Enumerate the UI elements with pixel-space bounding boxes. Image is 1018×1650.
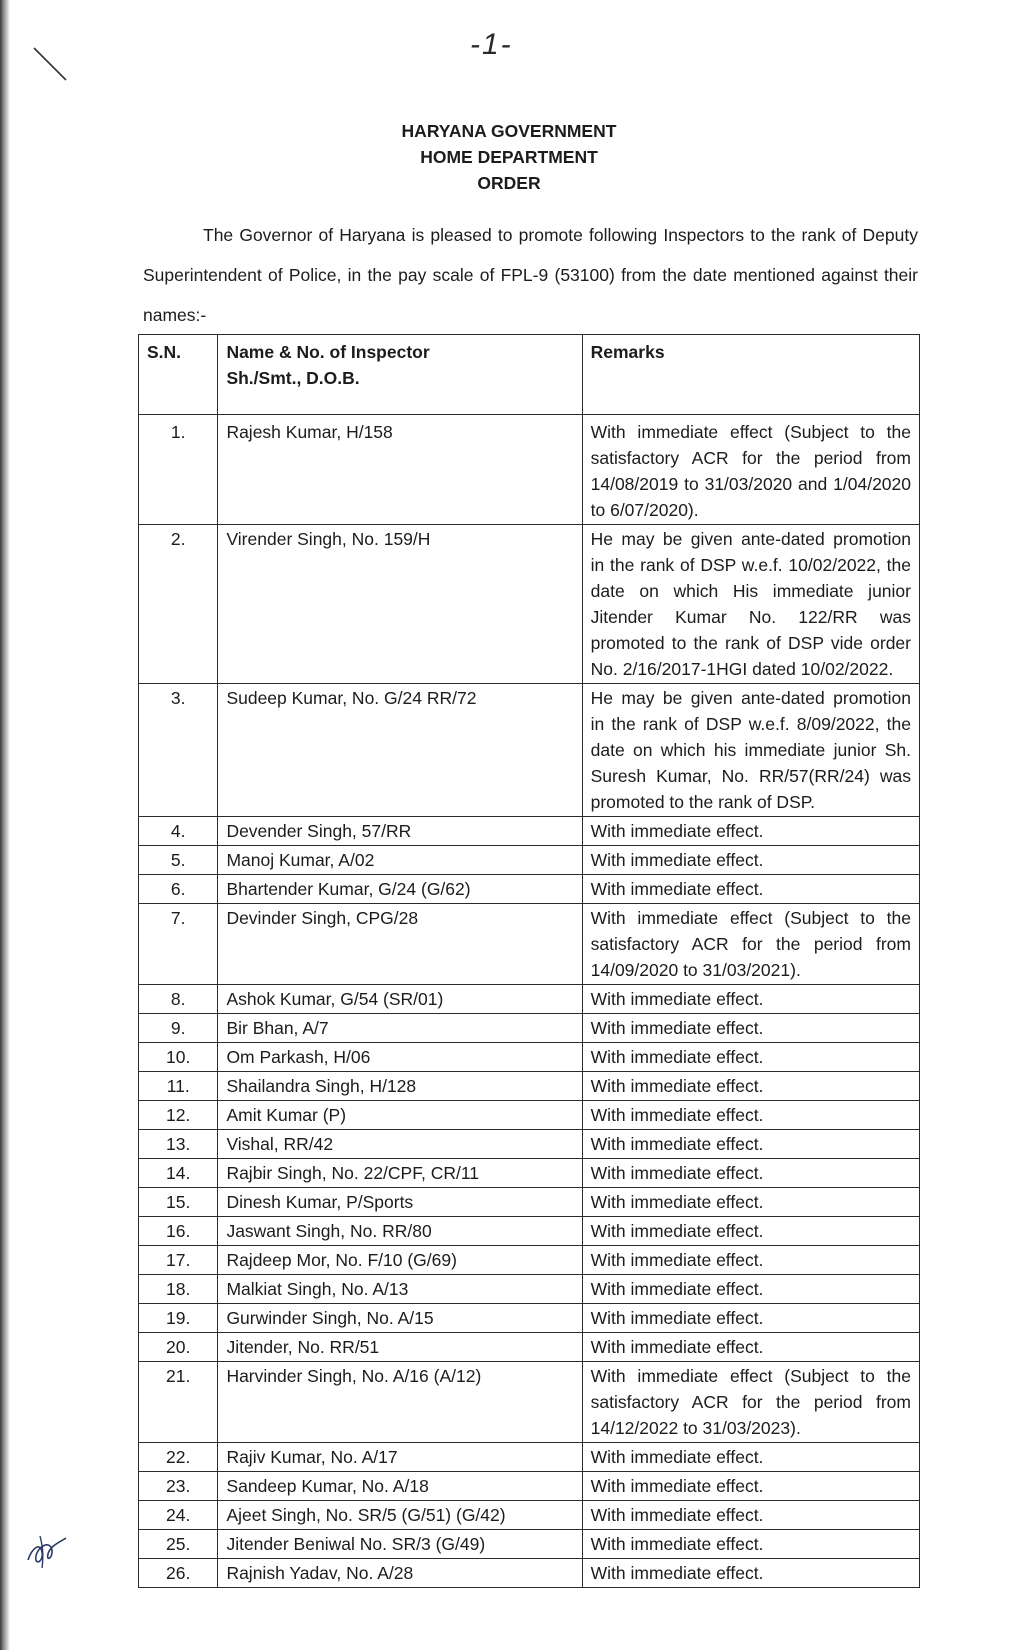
table-row [139, 904, 920, 985]
table-header-row [139, 335, 920, 415]
cell-name: Shailandra Singh, H/128 [218, 1072, 582, 1101]
cell-sn: 10. [139, 1043, 218, 1072]
intro-paragraph: The Governor of Haryana is pleased to promote following Inspectors to the rank of Deputy Superintendent of Police, in the pay scale of FPL-9 (53100) from the date mentioned against their names:- [143, 225, 918, 325]
handwritten-initials [22, 1530, 72, 1574]
order-intro [143, 215, 918, 335]
cell-name: Manoj Kumar, A/02 [218, 846, 582, 875]
cell-name: Ashok Kumar, G/54 (SR/01) [218, 985, 582, 1014]
cell-sn: 24. [139, 1501, 218, 1530]
cell-name: Devender Singh, 57/RR [218, 817, 582, 846]
cell-sn: 6. [139, 875, 218, 904]
cell-remarks: With immediate effect. [582, 1014, 919, 1043]
cell-sn: 18. [139, 1275, 218, 1304]
cell-sn: 3. [139, 684, 218, 817]
cell-name: Gurwinder Singh, No. A/15 [218, 1304, 582, 1333]
cell-name: Virender Singh, No. 159/H [218, 525, 582, 684]
table-row [139, 1530, 920, 1559]
cell-remarks: With immediate effect. [582, 1130, 919, 1159]
cell-name: Sandeep Kumar, No. A/18 [218, 1472, 582, 1501]
table-row [139, 875, 920, 904]
cell-remarks: With immediate effect. [582, 1101, 919, 1130]
cell-remarks: With immediate effect. [582, 1217, 919, 1246]
table-row [139, 846, 920, 875]
cell-remarks: With immediate effect (Subject to the satisfactory ACR for the period from 14/12/2022 to 31/03/2023). [582, 1362, 919, 1443]
table-row [139, 1362, 920, 1443]
cell-name: Rajbir Singh, No. 22/CPF, CR/11 [218, 1159, 582, 1188]
cell-sn: 20. [139, 1333, 218, 1362]
cell-remarks: He may be given ante-dated promotion in the rank of DSP w.e.f. 8/09/2022, the date on which his immediate junior Sh. Suresh Kumar, No. RR/57(RR/24) was promoted to the rank of DSP. [582, 684, 919, 817]
table-row [139, 1443, 920, 1472]
table-row [139, 1246, 920, 1275]
table-row [139, 1014, 920, 1043]
col-header-remarks: Remarks [582, 335, 919, 415]
cell-name: Devinder Singh, CPG/28 [218, 904, 582, 985]
cell-name: Om Parkash, H/06 [218, 1043, 582, 1072]
cell-sn: 26. [139, 1559, 218, 1588]
table-row [139, 525, 920, 684]
col-header-name-line1: Name & No. of Inspector [226, 342, 430, 362]
cell-name: Rajdeep Mor, No. F/10 (G/69) [218, 1246, 582, 1275]
cell-name: Amit Kumar (P) [218, 1101, 582, 1130]
table-row [139, 1333, 920, 1362]
cell-remarks: With immediate effect (Subject to the satisfactory ACR for the period from 14/09/2020 to 31/03/2021). [582, 904, 919, 985]
cell-remarks: With immediate effect. [582, 1304, 919, 1333]
table-row [139, 1217, 920, 1246]
cell-remarks: With immediate effect. [582, 1159, 919, 1188]
cell-sn: 5. [139, 846, 218, 875]
table-row [139, 1501, 920, 1530]
col-header-sn: S.N. [139, 335, 218, 415]
cell-remarks: With immediate effect. [582, 1501, 919, 1530]
table-row [139, 684, 920, 817]
cell-sn: 25. [139, 1530, 218, 1559]
cell-remarks: With immediate effect. [582, 1559, 919, 1588]
cell-remarks: With immediate effect. [582, 1443, 919, 1472]
cell-sn: 14. [139, 1159, 218, 1188]
cell-name: Bir Bhan, A/7 [218, 1014, 582, 1043]
table-row [139, 1472, 920, 1501]
cell-remarks: With immediate effect. [582, 1275, 919, 1304]
cell-name: Sudeep Kumar, No. G/24 RR/72 [218, 684, 582, 817]
cell-sn: 15. [139, 1188, 218, 1217]
cell-name: Rajesh Kumar, H/158 [218, 415, 582, 525]
table-row [139, 415, 920, 525]
col-header-name-line2: Sh./Smt., D.O.B. [226, 368, 360, 388]
table-row [139, 1188, 920, 1217]
cell-remarks: With immediate effect. [582, 1188, 919, 1217]
cell-name: Bhartender Kumar, G/24 (G/62) [218, 875, 582, 904]
cell-sn: 4. [139, 817, 218, 846]
table-row [139, 1072, 920, 1101]
cell-remarks: With immediate effect. [582, 985, 919, 1014]
cell-remarks: With immediate effect. [582, 846, 919, 875]
table-row [139, 1304, 920, 1333]
table-row [139, 1275, 920, 1304]
cell-name: Rajnish Yadav, No. A/28 [218, 1559, 582, 1588]
cell-sn: 7. [139, 904, 218, 985]
cell-sn: 22. [139, 1443, 218, 1472]
cell-name: Jitender, No. RR/51 [218, 1333, 582, 1362]
table-row [139, 1043, 920, 1072]
pen-stroke-mark [32, 44, 72, 84]
cell-remarks: With immediate effect. [582, 1333, 919, 1362]
cell-sn: 9. [139, 1014, 218, 1043]
cell-sn: 17. [139, 1246, 218, 1275]
cell-name: Jitender Beniwal No. SR/3 (G/49) [218, 1530, 582, 1559]
cell-remarks: With immediate effect. [582, 817, 919, 846]
table-row [139, 1559, 920, 1588]
cell-name: Vishal, RR/42 [218, 1130, 582, 1159]
table-row [139, 1101, 920, 1130]
promotion-table [138, 334, 920, 1588]
table-row [139, 985, 920, 1014]
cell-remarks: With immediate effect. [582, 1246, 919, 1275]
cell-sn: 12. [139, 1101, 218, 1130]
cell-remarks: With immediate effect (Subject to the satisfactory ACR for the period from 14/08/2019 to 31/03/2020 and 1/04/2020 to 6/07/2020). [582, 415, 919, 525]
cell-remarks: With immediate effect. [582, 1072, 919, 1101]
cell-sn: 1. [139, 415, 218, 525]
cell-name: Rajiv Kumar, No. A/17 [218, 1443, 582, 1472]
cell-sn: 13. [139, 1130, 218, 1159]
cell-remarks: With immediate effect. [582, 1043, 919, 1072]
cell-remarks: With immediate effect. [582, 1472, 919, 1501]
table-row [139, 1159, 920, 1188]
cell-remarks: He may be given ante-dated promotion in the rank of DSP w.e.f. 10/02/2022, the date on which His immediate junior Jitender Kumar No. 122/RR was promoted to the rank of DSP vide order No. 2/16/2017-1HGI dated 10/02/2022. [582, 525, 919, 684]
cell-sn: 2. [139, 525, 218, 684]
cell-remarks: With immediate effect. [582, 1530, 919, 1559]
cell-name: Dinesh Kumar, P/Sports [218, 1188, 582, 1217]
cell-name: Jaswant Singh, No. RR/80 [218, 1217, 582, 1246]
cell-name: Ajeet Singh, No. SR/5 (G/51) (G/42) [218, 1501, 582, 1530]
cell-name: Malkiat Singh, No. A/13 [218, 1275, 582, 1304]
header-department: HOME DEPARTMENT [420, 147, 598, 167]
cell-name: Harvinder Singh, No. A/16 (A/12) [218, 1362, 582, 1443]
cell-sn: 8. [139, 985, 218, 1014]
cell-sn: 21. [139, 1362, 218, 1443]
cell-remarks: With immediate effect. [582, 875, 919, 904]
cell-sn: 19. [139, 1304, 218, 1333]
table-row [139, 1130, 920, 1159]
scan-edge-shadow [0, 0, 10, 1650]
page-number-mark: -1- [470, 28, 513, 61]
document-header [0, 118, 1018, 196]
header-order: ORDER [477, 173, 541, 193]
cell-sn: 16. [139, 1217, 218, 1246]
header-government: HARYANA GOVERNMENT [401, 121, 617, 141]
col-header-name [218, 335, 582, 415]
table-row [139, 817, 920, 846]
cell-sn: 11. [139, 1072, 218, 1101]
cell-sn: 23. [139, 1472, 218, 1501]
